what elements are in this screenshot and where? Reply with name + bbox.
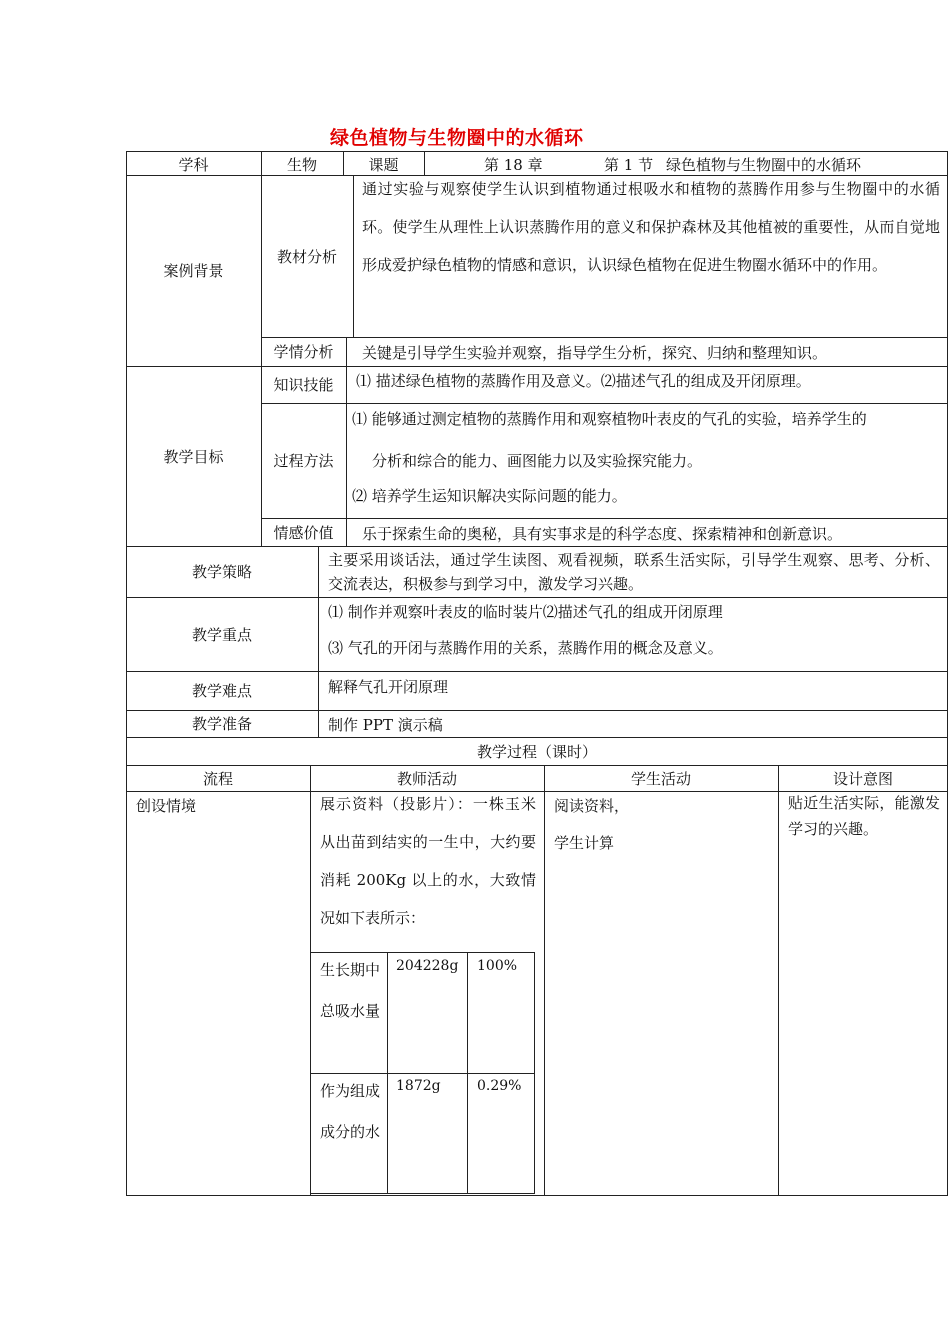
material-analysis-label: 教材分析 [276,247,337,266]
process-method-text-1-cont: 分析和综合的能力、画图能力以及实验探究能力。 [372,452,703,470]
col-header-intent: 设计意图 [832,769,893,788]
knowledge-label: 知识技能 [273,376,334,394]
student-activity-line-1: 阅读资料， [554,797,630,815]
topic-label: 课题 [368,156,399,174]
teacher-activity-text: 展示资料（投影片）：一株玉米从出苗到结实的一生中，大约要消耗 200Kg 以上的水，大致情况如下表所示： [320,795,536,927]
emotion-label: 情感价值 [273,523,334,542]
water-row-1-percent: 100% [477,958,518,974]
difficulty-text: 解释气孔开闭原理 [328,678,449,696]
section-number: 第 1 节 [604,156,654,174]
preparation-label: 教学准备 [191,715,252,733]
knowledge-text: ⑴ 描述绿色植物的蒸腾作用及意义。⑵描述气孔的组成及开闭原理。 [356,372,811,390]
design-intent-text: 贴近生活实际，能激发学习的兴趣。 [788,794,940,838]
emotion-text: 乐于探索生命的奥秘，具有实事求是的科学态度、探索精神和创新意识。 [362,525,843,543]
col-header-student: 学生活动 [630,769,691,788]
key-points-line-2: ⑶ 气孔的开闭与蒸腾作用的关系，蒸腾作用的概念及意义。 [328,639,723,657]
process-step: 创设情境 [136,797,197,815]
strategy-label: 教学策略 [191,563,252,581]
process-method-text-1: ⑴ 能够通过测定植物的蒸腾作用和观察植物叶表皮的气孔的实验，培养学生的 [352,410,867,428]
background-label: 案例背景 [163,262,224,280]
material-analysis-text: 通过实验与观察使学生认识到植物通过根吸水和植物的蒸腾作用参与生物圈中的水循环。使学生从理性上认识蒸腾作用的意义和保护森林及其他植被的重要性，从而自觉地形成爱护绿色植物的情感和意识，认识绿色植物在促进生物圈水循环中的作用。 [362,180,940,274]
subject-value: 生物 [286,156,317,174]
subject-label: 学科 [178,156,209,174]
process-method-label: 过程方法 [273,452,334,470]
water-row-1-amount: 204228g [396,958,459,974]
water-row-1-label: 生长期中总吸水量 [320,961,381,1020]
col-header-teacher: 教师活动 [396,769,457,788]
process-heading: 教学过程（课时） [476,742,597,761]
key-points-line-1: ⑴ 制作并观察叶表皮的临时装片⑵描述气孔的组成开闭原理 [328,603,723,621]
strategy-text: 主要采用谈话法，通过学生读图、观看视频，联系生活实际，引导学生观察、思考、分析、交流表达，积极参与到学习中，激发学习兴趣。 [328,551,940,593]
topic-value: 绿色植物与生物圈中的水循环 [666,156,862,174]
student-activity-line-2: 学生计算 [554,834,615,852]
col-header-flow: 流程 [202,769,233,788]
goals-label: 教学目标 [163,447,224,466]
student-analysis-label: 学情分析 [273,343,334,361]
water-row-2-label: 作为组成成分的水 [320,1082,381,1141]
difficulty-label: 教学难点 [191,682,252,700]
water-row-2-amount: 1872g [396,1078,441,1094]
student-analysis-text: 关键是引导学生实验并观察，指导学生分析，探究、归纳和整理知识。 [362,344,828,362]
water-row-2-percent: 0.29% [477,1078,522,1094]
preparation-text: 制作 PPT 演示稿 [328,716,443,734]
process-method-text-2: ⑵ 培养学生运知识解决实际问题的能力。 [352,487,627,505]
chapter-number: 第 18 章 [484,156,543,174]
key-points-label: 教学重点 [191,625,252,644]
document-title: 绿色植物与生物圈中的水循环 [330,127,584,149]
